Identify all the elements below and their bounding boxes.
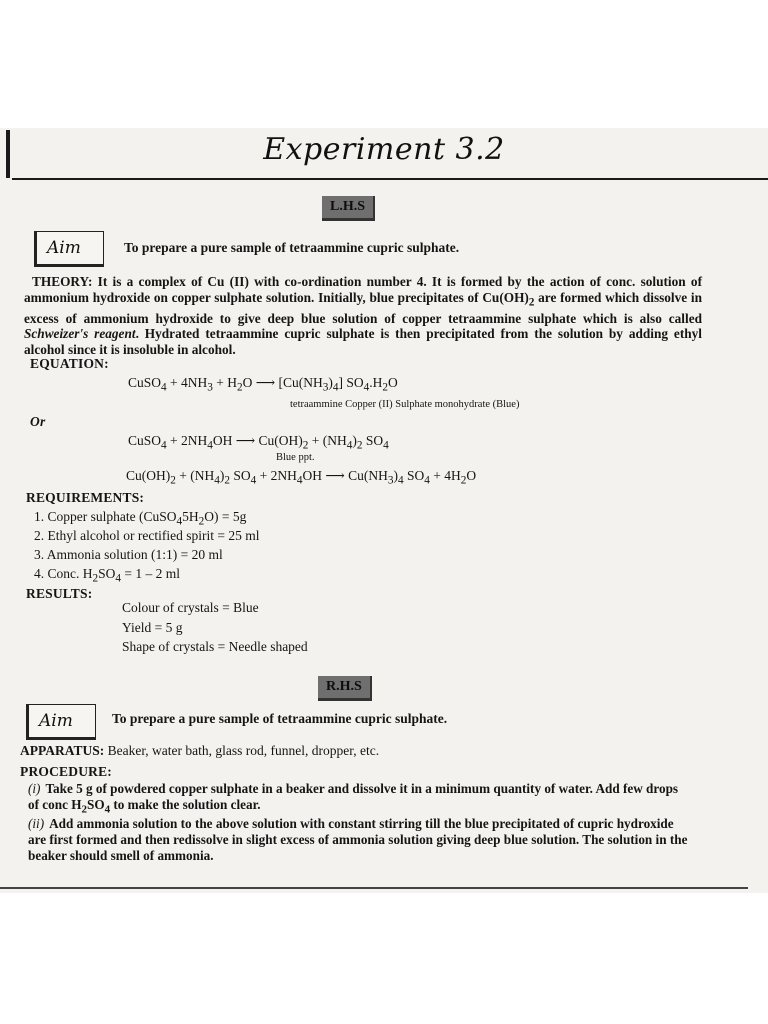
procedure-label: PROCEDURE: — [20, 764, 112, 779]
equation-2: CuSO$_4$ + $2NH_4OH$ ⟶ $Cu(OH)_2 + (NH_4)_2$ $SO_4$ — [128, 433, 389, 452]
lhs-aim-text: To prepare a pure sample of tetraammine cupric sulphate. — [124, 240, 460, 255]
apparatus-line: APPARATUS: Beaker, water bath, glass rod, funnel, dropper, etc. — [20, 743, 380, 758]
equation-1: CuSO$_4$ + $4NH_3 + H_2O$ ⟶ $[Cu(NH_3)_4]$ $SO_4.H_2O$ — [128, 375, 398, 394]
equation-3: $Cu(OH)_2 + (NH_4)_2$ $SO_4 + 2NH_4OH$ ⟶ $Cu(NH_3)_4$ $SO_4 + 4H_2O$ — [126, 468, 477, 487]
rhs-aim-text: To prepare a pure sample of tetraammine cupric sulphate. — [112, 711, 448, 726]
procedure-step-1: (i) Take 5 g of powdered copper sulphate in a beaker and dissolve it in a minimum quantity of water. Add few drops of conc $H_2SO_4$ to make the solution clear. — [28, 781, 679, 816]
results-label: RESULTS: — [26, 586, 93, 601]
requirement-1: 1. Copper sulphate $(CuSO_45H_2O) = 5g$ — [34, 509, 247, 528]
result-yield: Yield = 5 g — [122, 620, 183, 635]
theory-italic-term: Schweizer's reagent — [24, 326, 136, 342]
result-colour: Colour of crystals = Blue — [122, 600, 259, 615]
procedure-step-2: (ii) Add ammonia solution to the above solution with constant stirring till the blue precipitated of cupric hydroxide are first formed and then redissolve in slight excess of ammonia solution giving deep blue solution. The solution in the beaker should smell of ammonia. — [28, 816, 688, 863]
requirement-2: 2. Ethyl alcohol or rectified spirit = 25 ml — [34, 528, 260, 543]
lhs-aim-box: Aim — [34, 231, 104, 267]
requirement-3: 3. Ammonia solution (1:1) = 20 ml — [34, 547, 223, 562]
blue-ppt-note: Blue ppt. — [276, 452, 315, 463]
theory-label: THEORY: — [32, 274, 93, 289]
heading-rule — [12, 178, 768, 180]
apparatus-label: APPARATUS: — [20, 743, 105, 758]
rhs-aim-box: Aim — [26, 704, 96, 740]
document-page — [0, 128, 768, 893]
theory-paragraph: THEORY: It is a complex of Cu (II) with co-ordination number 4. It is formed by the action of conc. solution of ammonium hydroxide on copper sulphate solution. Initially, blue precipitates of $Cu(OH)_2$ are formed which dissolve in excess of ammonium hydroxide to give deep blue solution of copper tetraammine sulphate which is also called Schweizer's reagent. Hydrated tetraammine cupric sulphate is then precipitated from the solution by adding ethyl alcohol since it is insoluble in alcohol. — [24, 274, 702, 358]
or-label: Or — [30, 414, 46, 429]
rhs-badge: R.H.S — [318, 676, 372, 701]
bottom-rule — [0, 887, 748, 889]
requirement-4: 4. Conc. $H_2SO_4 = 1 - 2$ ml — [34, 566, 181, 585]
lhs-badge: L.H.S — [322, 196, 375, 221]
requirements-label: REQUIREMENTS: — [26, 490, 145, 505]
equation-1-note: tetraammine Copper (II) Sulphate monohydrate (Blue) — [290, 399, 520, 410]
result-shape: Shape of crystals = Needle shaped — [122, 639, 308, 654]
experiment-title: Experiment 3.2 — [263, 132, 505, 167]
equation-label: EQUATION: — [30, 356, 109, 371]
